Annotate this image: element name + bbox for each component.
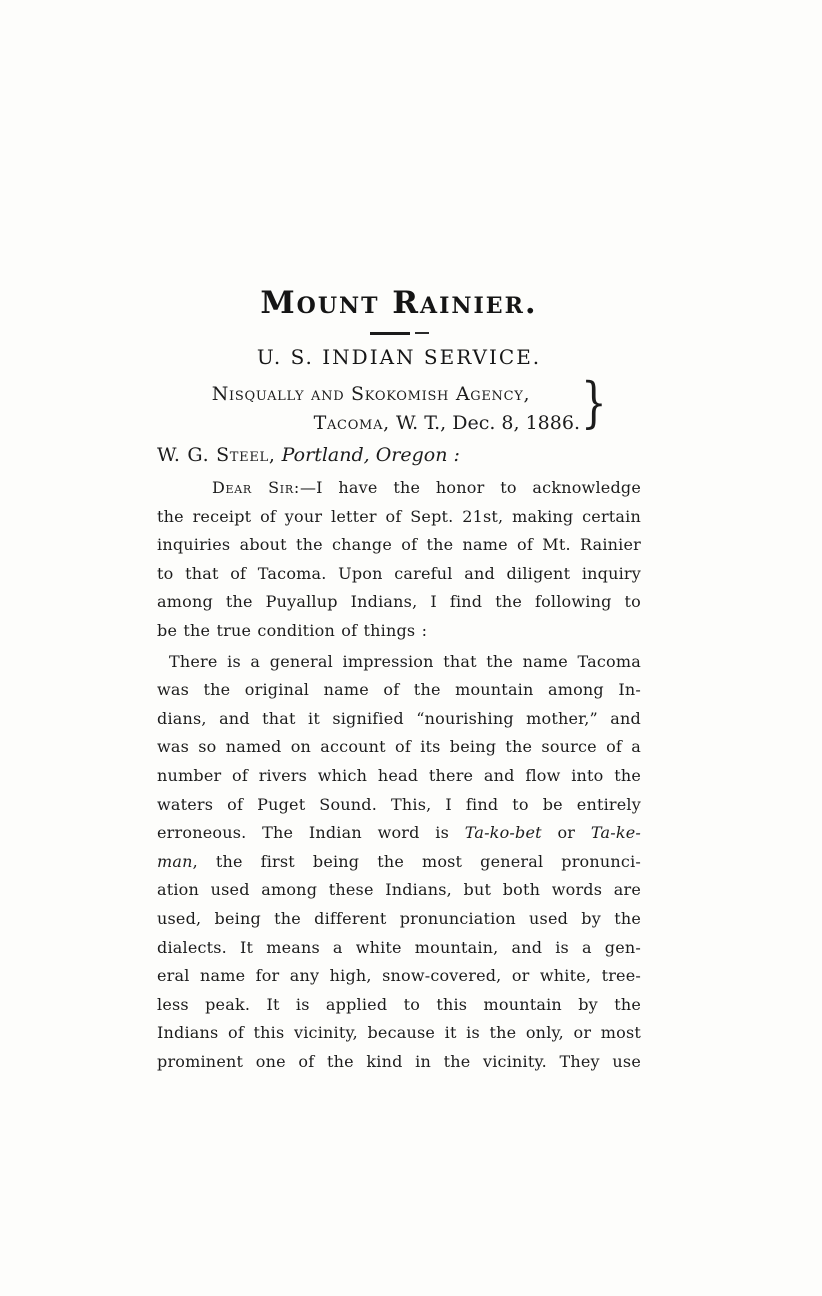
paragraph [157,648,641,1077]
text-segment: be the true condition of things : [157,620,428,640]
text-line [157,905,641,934]
agency-dateline-block [157,371,641,438]
text-segment: among the Puyallup Indians, I find the following to [157,592,641,612]
text-segment: Nisqually and Skokomish Agency, [211,383,531,405]
title-divider-rule [157,331,641,335]
text-line [157,991,641,1020]
text-segment: W. G. Steel, [157,444,276,466]
text-segment: Ta-ke- [590,823,641,843]
text-segment: —I have the honor to acknowledge [299,478,641,497]
text-column [157,0,641,1076]
paragraph [157,474,641,646]
text-segment: W. T., Dec. 8, 1886. [389,412,580,434]
text-line [157,848,641,877]
text-line [157,531,641,560]
text-segment: prominent one of the kind in the vicinity. They use [157,1051,641,1071]
text-segment: Ta-ko-bet [464,823,542,843]
text-line [157,1048,641,1077]
text-segment: Tacoma, [313,412,390,434]
agency-date-line [157,409,641,438]
text-segment: Portland, Oregon : [281,444,460,466]
text-segment: ation used among these Indians, but both words are [157,880,641,900]
text-line [157,934,641,963]
text-segment: number of rivers which head there and flow into the [157,765,641,785]
text-line [157,733,641,762]
text-line [157,1019,641,1048]
text-segment: inquiries about the change of the name of Mt. Rainier [157,535,641,555]
text-segment: to that of Tacoma. Upon careful and diligent inquiry [157,563,641,583]
letter-body [157,474,641,1076]
text-line [157,762,641,791]
text-segment: was the original name of the mountain among In- [157,680,641,700]
text-line [157,676,641,705]
text-segment: Dear Sir: [212,478,300,497]
text-segment: dialects. It means a white mountain, and is a gen- [157,937,641,957]
text-line [157,791,641,820]
text-line [157,648,641,677]
agency-name-line [157,380,641,409]
text-segment: , the first being the most general pronunci- [192,851,641,871]
page-title: Mount Rainier. [260,285,538,321]
text-segment: erroneous. The Indian word is [157,823,465,843]
divider-dash-long [370,332,410,335]
text-line [157,876,641,905]
divider-dash-short [415,332,429,334]
text-line [157,705,641,734]
right-brace-glyph: } [581,371,607,434]
text-segment: dians, and that it signified “nourishing mother,” and [157,708,641,728]
text-segment: waters of Puget Sound. This, I find to be entirely [157,794,641,814]
text-line [157,819,641,848]
text-segment: man [157,851,193,871]
text-line [157,560,641,589]
salutation-line [157,443,641,467]
text-segment: the receipt of your letter of Sept. 21st, making certain [157,506,641,526]
text-line [157,503,641,532]
text-segment: Indians of this vicinity, because it is the only, or most [157,1023,641,1043]
text-segment: eral name for any high, snow-covered, or white, tree- [157,966,641,986]
text-line [157,617,641,646]
service-heading: U. S. INDIAN SERVICE. [256,345,542,369]
text-line [157,474,641,503]
text-segment: used, being the different pronunciation used by the [157,908,641,928]
text-segment: or [541,823,591,843]
text-line [157,588,641,617]
text-line [157,962,641,991]
text-segment: was so named on account of its being the source of a [157,737,641,757]
text-segment: There is a general impression that the name Tacoma [169,651,641,671]
text-segment: less peak. It is applied to this mountain by the [157,994,641,1014]
